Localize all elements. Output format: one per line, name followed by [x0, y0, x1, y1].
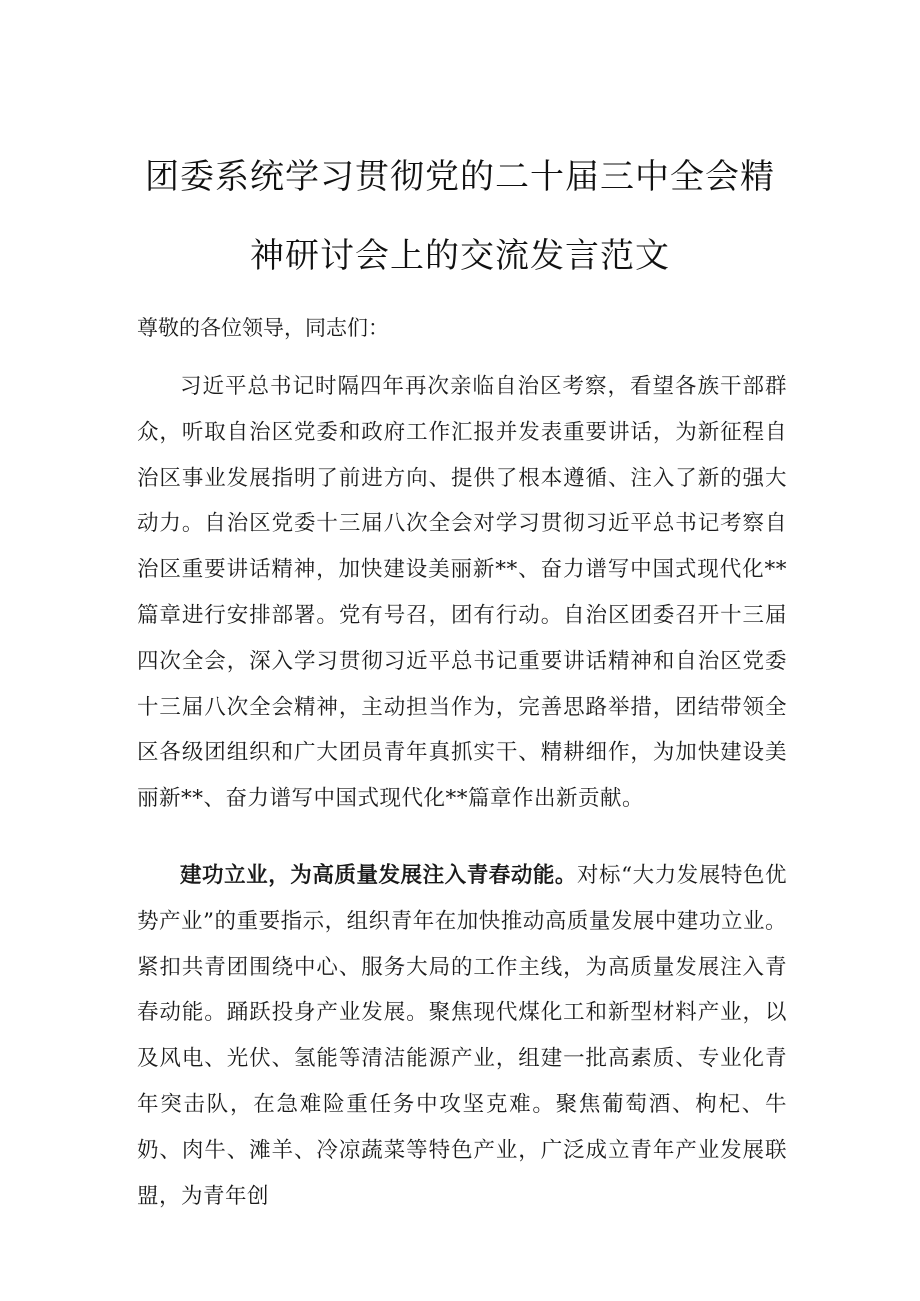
document-title-line-1: 团委系统学习贯彻党的二十届三中全会精 — [145, 157, 775, 197]
paragraph-1: 习近平总书记时隔四年再次亲临自治区考察，看望各族干部群众，听取自治区党委和政府工作汇报并发表重要讲话，为新征程自治区事业发展指明了前进方向、提供了根本遵循、注入了新的强大动力。自治区党委十三届八次全会对学习贯彻习近平总书记考察自治区重要讲话精神，加快建设美丽新**、奋力谱写中国式现代化**篇章进行安排部署。党有号召，团有行动。自治区团委召开十三届四次全会，深入学习贯彻习近平总书记重要讲话精神和自治区党委十三届八次全会精神，主动担当作为，完善思路举措，团结带领全区各级团组织和广大团员青年真抓实干、精耕细作，为加快建设美丽新**、奋力谱写中国式现代化**篇章作出新贡献。 — [137, 374, 787, 812]
salutation: 尊敬的各位领导，同志们： — [137, 316, 389, 340]
paragraph-2-heading: 建功立业，为高质量发展注入青春动能。 — [180, 863, 577, 888]
paragraph-2-body: 对标“大力发展特色优势产业”的重要指示，组织青年在加快推动高质量发展中建功立业。紧扣共青团围绕中心、服务大局的工作主线，为高质量发展注入青春动能。踊跃投身产业发展。聚焦现代煤化工和新型材料产业，以及风电、光伏、氢能等清洁能源产业，组建一批高素质、专业化青年突击队，在急难险重任务中攻坚克难。聚焦葡萄酒、枸杞、牛奶、肉牛、滩羊、冷凉蔬菜等特色产业，广泛成立青年产业发展联盟，为青年创 — [137, 863, 787, 1209]
paragraph-2 — [137, 853, 787, 1219]
document-title-line-2: 神研讨会上的交流发言范文 — [250, 236, 670, 276]
